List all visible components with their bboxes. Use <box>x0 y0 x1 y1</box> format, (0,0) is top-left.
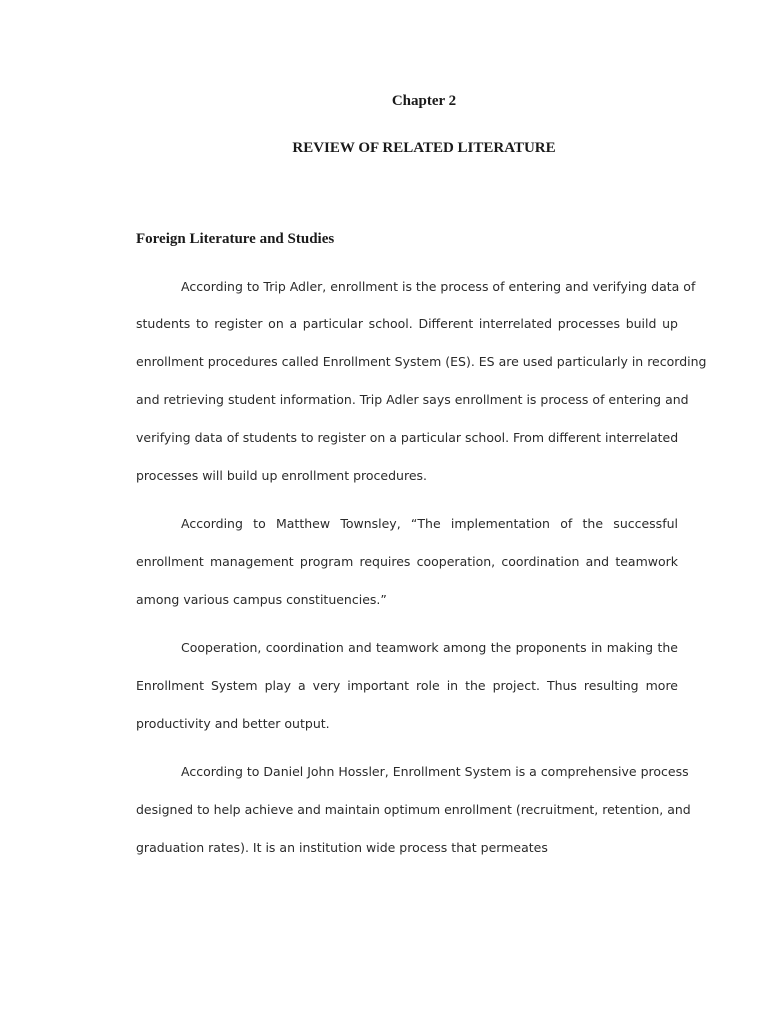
paragraph-3-line-1: Cooperation, coordination and teamwork among the proponents in making the <box>181 640 678 655</box>
paragraph-4-line-2: designed to help achieve and maintain optimum enrollment (recruitment, retention, and <box>136 802 691 817</box>
paragraph-1-line-1: According to Trip Adler, enrollment is the process of entering and verifying data of <box>181 279 696 294</box>
paragraph-1-line-5: verifying data of students to register on a particular school. From different interrelated <box>136 430 679 445</box>
paragraph-1-line-2: students to register on a particular school. Different interrelated processes build up <box>136 316 678 331</box>
paragraph-2-line-3: among various campus constituencies.” <box>136 592 387 607</box>
paragraph-3-line-2: Enrollment System play a very important role in the project. Thus resulting more <box>136 678 678 693</box>
paragraph-2-line-2: enrollment management program requires cooperation, coordination and teamwork <box>136 554 678 569</box>
chapter-label: Chapter 2 <box>391 93 457 109</box>
paragraph-1-line-4: and retrieving student information. Trip Adler says enrollment is process of entering and <box>136 392 689 407</box>
paragraph-3-line-3: productivity and better output. <box>136 716 330 731</box>
paragraph-2-line-1: According to Matthew Townsley, “The implementation of the successful <box>181 516 678 531</box>
subsection-title: Foreign Literature and Studies <box>136 231 335 247</box>
paragraph-4-line-3: graduation rates). It is an institution wide process that permeates <box>136 840 548 855</box>
section-title: REVIEW OF RELATED LITERATURE <box>292 140 556 156</box>
paragraph-1-line-3: enrollment procedures called Enrollment System (ES). ES are used particularly in recording <box>136 354 707 369</box>
paragraph-1-line-6: processes will build up enrollment procedures. <box>136 468 428 483</box>
paragraph-4-line-1: According to Daniel John Hossler, Enrollment System is a comprehensive process <box>181 764 689 779</box>
